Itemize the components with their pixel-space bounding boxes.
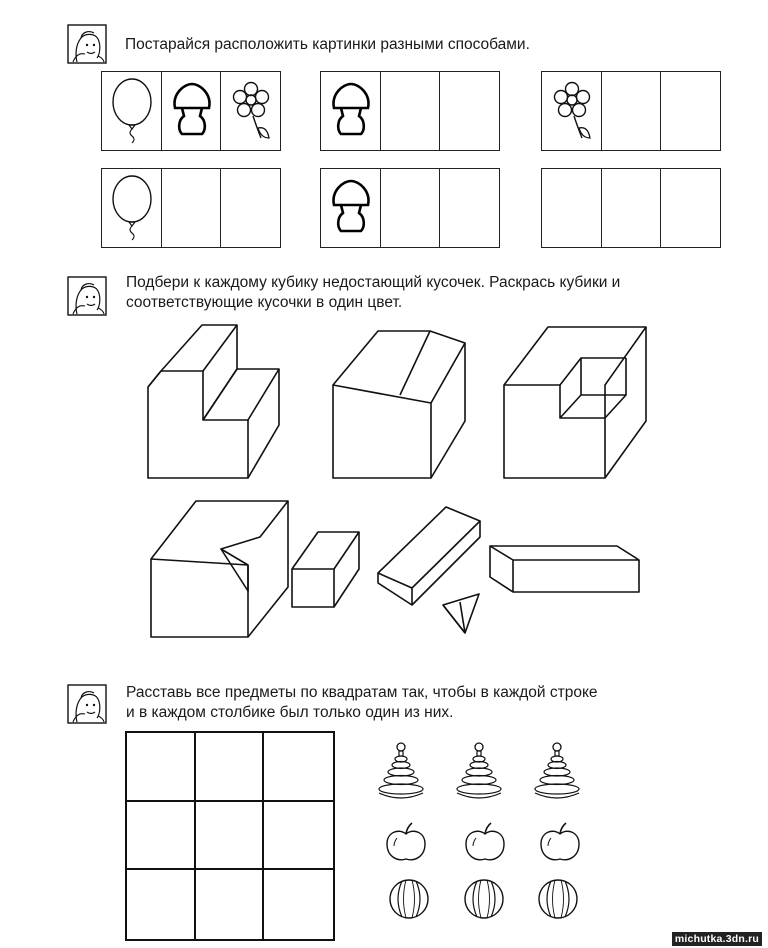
beveled-cube-shape[interactable]	[333, 331, 465, 478]
grid-cell[interactable]	[127, 802, 196, 871]
mushroom-icon	[162, 72, 222, 150]
strip-cell-empty[interactable]	[602, 169, 662, 247]
grid-cell[interactable]	[196, 870, 265, 939]
flower-icon	[542, 72, 602, 150]
apple-icon[interactable]	[535, 820, 585, 866]
picture-strip-1-3	[541, 71, 721, 151]
slanted-bar-piece-shape[interactable]	[378, 507, 480, 605]
strip-cell-empty[interactable]	[542, 169, 602, 247]
grid-cell[interactable]	[264, 870, 333, 939]
balloon-icon	[102, 72, 162, 150]
pyramid-toy-icon[interactable]	[532, 741, 582, 805]
picture-strip-1-1	[101, 71, 281, 151]
apple-icon[interactable]	[381, 820, 431, 866]
long-bar-piece-shape[interactable]	[490, 546, 639, 592]
task2-instruction-line2: соответствующие кусочки в один цвет.	[126, 294, 403, 311]
strip-cell[interactable]	[221, 72, 280, 150]
stepped-cube-shape[interactable]	[148, 325, 279, 478]
task3-instruction-line1: Расставь все предметы по квадратам так, чтобы в каждой строке	[126, 684, 598, 701]
strip-cell-empty[interactable]	[602, 72, 662, 150]
ball-icon[interactable]	[533, 874, 583, 924]
strip-cell-empty[interactable]	[661, 72, 720, 150]
strip-cell[interactable]	[321, 72, 381, 150]
picture-strip-2-3	[541, 168, 721, 248]
grid-cell[interactable]	[127, 870, 196, 939]
picture-strip-1-2	[320, 71, 500, 151]
flower-icon	[221, 72, 281, 150]
child-face-icon	[67, 24, 107, 64]
task1-instruction: Постарайся расположить картинки разными способами.	[125, 36, 530, 53]
strip-cell-empty[interactable]	[440, 169, 499, 247]
strip-cell[interactable]	[102, 169, 162, 247]
child-face-icon	[67, 276, 107, 316]
pyramid-toy-icon[interactable]	[454, 741, 504, 805]
strip-cell-empty[interactable]	[221, 169, 280, 247]
balloon-icon	[102, 169, 162, 247]
strip-cell-empty[interactable]	[661, 169, 720, 247]
strip-cell[interactable]	[162, 72, 222, 150]
triangle-piece-shape[interactable]	[443, 594, 479, 633]
task2-instruction-line1: Подбери к каждому кубику недостающий кусочек. Раскрась кубики и	[126, 274, 621, 291]
task3-instruction-line2: и в каждом столбике был только один из них.	[126, 704, 454, 721]
watermark: michutka.3dn.ru	[672, 932, 762, 946]
grid-cell[interactable]	[127, 733, 196, 802]
cube-with-corner-cut-shape[interactable]	[151, 501, 288, 637]
pyramid-toy-icon[interactable]	[376, 741, 426, 805]
strip-cell-empty[interactable]	[162, 169, 222, 247]
grid-cell[interactable]	[196, 733, 265, 802]
ball-icon[interactable]	[384, 874, 434, 924]
strip-cell[interactable]	[102, 72, 162, 150]
cubes-puzzle	[130, 315, 670, 645]
grid-cell[interactable]	[264, 802, 333, 871]
strip-cell-empty[interactable]	[440, 72, 499, 150]
grid-cell[interactable]	[196, 802, 265, 871]
notched-cube-shape[interactable]	[504, 327, 646, 478]
mushroom-icon	[321, 169, 381, 247]
child-face-icon	[67, 684, 107, 724]
strip-cell[interactable]	[542, 72, 602, 150]
apple-icon[interactable]	[460, 820, 510, 866]
strip-cell-empty[interactable]	[381, 72, 441, 150]
mushroom-icon	[321, 72, 381, 150]
picture-strip-2-2	[320, 168, 500, 248]
strip-cell[interactable]	[321, 169, 381, 247]
strip-cell-empty[interactable]	[381, 169, 441, 247]
picture-strip-2-1	[101, 168, 281, 248]
grid-cell[interactable]	[264, 733, 333, 802]
prism-piece-shape[interactable]	[292, 532, 359, 607]
ball-icon[interactable]	[459, 874, 509, 924]
placement-grid	[125, 731, 335, 941]
